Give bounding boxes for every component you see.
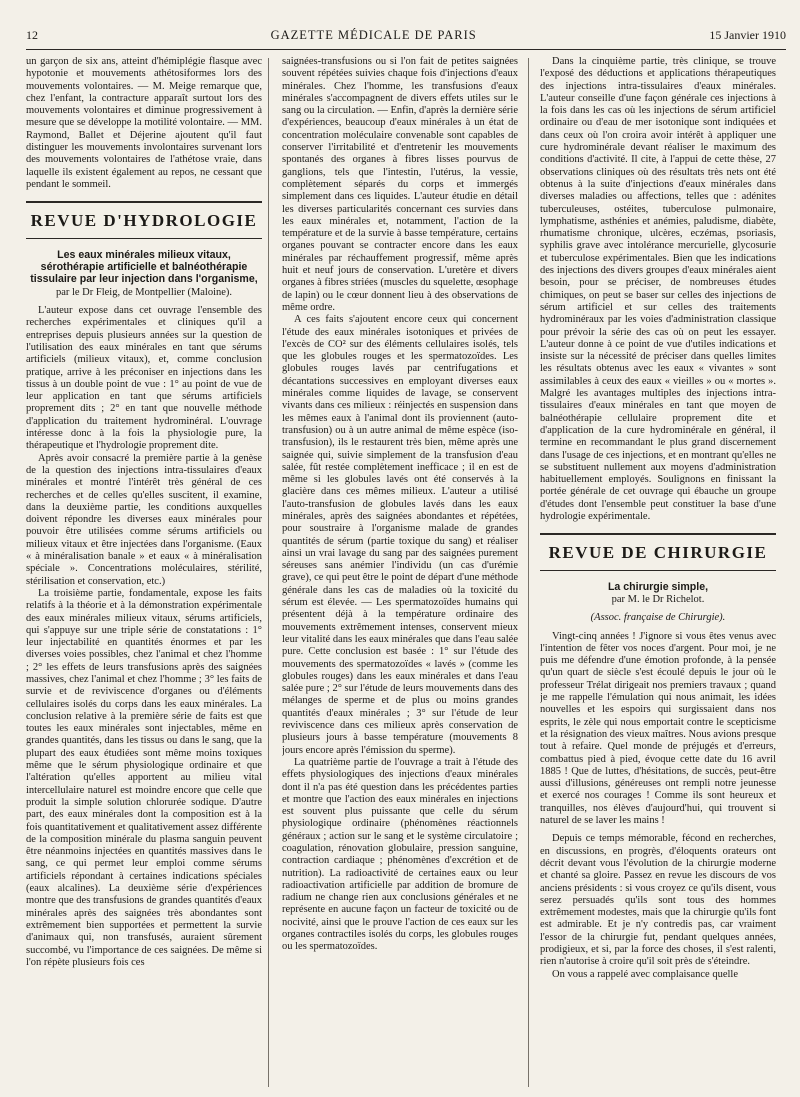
paragraph: Depuis ce temps mémorable, fécond en recherches, en discussions, en progrès, d'éloquents orateurs ont décrit devant vous l'évolution de la chirurgie moderne et chanté sa gloire. Passez en revue les discours de vos anciens présidents : si vous croyez ce qu'ils disent, vous serez persuadés qu'ils sont tous des hommes extrêmement modestes, mais que la chirurgie qu'ils font est admirable. Et je n'y contredis pas, car vraiment l'essor de la chirurgie fut, pendant quelques années, prodigieux, et si, par la force des choses, il s'est ralenti, rien n'autorise à croire qu'il soit près de s'éteindre. [540,833,776,968]
column-divider [268,58,269,1087]
section-header-chirurgie [540,533,776,570]
header-rule [26,49,786,50]
journal-title: GAZETTE MÉDICALE DE PARIS [270,28,477,42]
paragraph: saignées-transfusions ou si l'on fait de petites saignées souvent répétées suivies chaque fois d'injections d'eaux minérales. Chez l'homme, les transfusions d'eaux minérales s'accompagnent de divers effets utiles sur le sang ou la circulation. — Enfin, d'après la dernière série d'expériences, beaucoup d'eaux minérales à un état de concentration moléculaire convenable sont capables de conserver l'irritabilité et d'entretenir les mouvements spontanés des organes à fibres lisses pourvus de ganglions, tels que l'intestin, l'utérus, la vessie, complètement séparés du corps et immergés simplement dans ces liquides. L'auteur étudie en détail les diverses particularités concernant ces survies dans les eaux minérales et, notamment, l'action de la température et de la survie à basse température, certains organes pouvant se contracter encore dans les eaux minérales par réchauffement progressif, même après huit et neuf jours de conservation. L'uretère et divers organes à fibres striées (muscles du squelette, œsophage de lapin) ou le cœur donnent lieu à des observations de même ordre. [282,56,518,313]
paragraph: La quatrième partie de l'ouvrage a trait à l'étude des effets physiologiques des injections d'eaux minérales dont il n'a pas été question dans les précédentes parties et montre que l'action des eaux minérales en injections est souvent plus puissante que celle du sérum physiologique ordinaire (phénomènes réactionnels généraux ; action sur le sang et le système circulatoire ; coagulation, rénovation globulaire, pression sanguine, contraction cardiaque ; phénomènes d'excrétion et de nutrition). La radioactivité de certaines eaux ou leur radioactivation artificielle par addition de bromure de radium ne change rien aux conclusions générales et ne représente en aucune façon un facteur de toxicité ou de nocivité, ainsi que le prouve l'action de ces eaux sur les organes contractiles isolés du corps, les globules rouges ou les spermatozoïdes. [282,756,518,953]
section-header-hydrologie [26,201,262,238]
section-title: REVUE DE CHIRURGIE [548,543,768,563]
article-byline: par M. le Dr Richelot. [611,593,705,605]
column-divider [528,58,529,1087]
section-title: REVUE D'HYDROLOGIE [30,211,258,231]
article-byline: par le Dr Fleig, de Montpellier (Maloine). [55,286,233,298]
column-3 [540,56,776,1086]
running-head [26,28,786,48]
article-heading: La chirurgie simple, [607,580,709,593]
paragraph: A ces faits s'ajoutent encore ceux qui concernent l'étude des eaux minérales isotoniques et privées de l'excès de CO² sur des éléments cellulaires isolés, tels que les globules rouges et les spermatozoïdes. Les globules rouges lavés par centrifugations et décantations successives en employant diverses eaux minérales comme liquides de lavage, se conservent vivants dans ces milieux : réinjectés en suspension dans les mêmes eaux à l'animal dont ils proviennent (auto-transfusion) ou à un autre animal de même espèce (iso-transfusion), ils le restaurent très bien, même après une saignée qui, suivie simplement de la transfusion d'eau salée, fût restée complètement inefficace ; il en est de même si les globules lavés ont été conservés à la glacière dans ces mêmes milieux. L'auteur a utilisé l'auto-transfusion de globules lavés dans les eaux minérales, après des saignées abondantes et répétées, pour soustraire à l'organisme malade de grandes quantités de sérum (partie toxique du sang) et réaliser ainsi un vrai lavage du sang par des saignées purement séreuses sans anémier l'individu (un cas d'urémie grave), ce qui peut être le point de départ d'une méthode générale dans les cas de maladies où la toxicité du sérum est élevée. — Les spermatozoïdes humains qui présentent déjà à la température ordinaire des mouvements extrêmement intenses, conservent mieux leur vitalité dans les eaux minérales que dans l'eau salée pure. Cette conclusion est basée : 1° sur l'étude des mouvements des spermatozoïdes « lavés » (comme les globules rouges) dans les eaux minérales et dans l'eau salée pure ; 2° sur l'étude de leurs mouvements dans des mélanges de sperme et de plus ou moins grandes quantités d'eaux minérales ; 3° sur l'étude de leur reviviscence dans ces milieux après conservation de plusieurs jours à basse température (mouvements 8 jours encore après l'émission du sperme). [282,314,518,756]
paragraph: Dans la cinquième partie, très clinique, se trouve l'exposé des déductions et applications thérapeutiques des injections intra-tissulaires d'eaux minérales. L'auteur conseille d'une façon générale ces injections à la fois dans les cas où les injections de sérum artificiel ordinaire ou d'eau de mer isotonique sont indiquées et dans ceux où l'on croira avoir intérêt à appliquer une cure hydrominérale devant réaliser le maximum des conditions d'activité. Il cite, à l'appui de cette thèse, 27 observations cliniques où des résultats très nets ont été obtenus à la suite d'injections d'eaux minérales dans diverses maladies ou affections, telles que : adénites tuberculeuses, ostéites, tuberculose pulmonaire, lymphatisme, asthénies et anémies, paludisme, diabète, rhumatisme chronique, ulcères, eczémas, psoriasis, syphilis grave avec intolérance mercurielle, glycosurie et tuberculose expérimentales. Bien que les indications des injections des divers groupes d'eaux minérales aient besoin, pour se préciser, de nombreuses études chimiques, on peut se baser sur celles des injections de sérum artificiel et sur celles des traitements hydrominéraux par les voies d'administration classique pour prévoir la série des cas où on peut les essayer. L'auteur donne à ce point de vue d'utiles indications et insiste sur la nécessité de préciser dans quelles limites les résultats obtenus avec les eaux « vivantes » sont assimilables à ceux des eaux « vieilles » ou « mortes ». Malgré les avantages multiples des injections intra-tissulaires d'eaux minérales en tant que moyen de balnéothérapie cellulaire proprement dite et d'application de la cure hydrominérale en général, il termine en recommandant le plus grand discernement dans l'usage de ces injections, et en montrant qu'elles ne se substituent nullement aux moyens d'administration habituellement employés. Soulignons en finissant la portée générale de cet ouvrage qui ébauche un groupe d'études dont l'ensemble peut constituer la base d'une hydrologie expérimentale. [540,56,776,522]
column-1 [26,56,262,1086]
paragraph: La troisième partie, fondamentale, expose les faits relatifs à la théorie et à la démonstration expérimentale des eaux minérales milieux vitaux, sérums artificiels, qui s'appuye sur une triple série de constatations : 1° leur injectabilité en quantités énormes et par les diverses voies possibles, chez l'animal et chez l'homme ; 2° les effets de leurs transfusions après des saignées massives, chez l'animal et chez l'homme ; 3° les faits de survie et de reviviscence d'organes ou d'éléments cellulaires isolés du corps dans les eaux minérales. La conclusion relative à la première série de faits est que toutes les eaux minérales sont injectables, même en grandes quantités, dans les tissus ou dans le sang, que la plupart des eaux étudiées sont même moins toxiques même que le sérum physiologique ordinaire et que l'altération qu'elles apportent au milieu vital intercellulaire naturel est moindre encore que celle que produit la simple solution chlorurée sodique. D'autre part, des eaux minérales dont la composition est à la fois quantitativement et qualitativement assez différente de la composition minérale du plasma sanguin peuvent être néanmoins injectées en quantités massives dans le sang, ce qui permet leur emploi comme sérums artificiels répondant à certaines indications spéciales (eaux alcalines). La deuxième série d'expériences montre que des transfusions de grandes quantités d'eaux minérales après des saignées très abondantes sont extrêmement bien supportées et permettent la survie d'animaux qui, non transfusés, auraient sûrement succombé, vu l'importance de ces saignées. De même si l'on répète plusieurs fois ces [26,587,262,968]
page-number: 12 [26,28,38,42]
paragraph: Après avoir consacré la première partie à la genèse de la question des injections intra-tissulaires d'eaux minérales et montré l'intérêt très général de ces recherches et de celles qu'elles suscitent, il examine, dans la deuxième partie, les conditions auxquelles doivent répondre les diverses eaux minérales pour pouvoir être utilisées comme sérums artificiels ou milieux vitaux et être injectées dans l'organisme. (Eaux « à minéralisation banale » et eaux « à minéralisation spéciale ». Concentrations moléculaires, stérilité, stérilisation et conservation, etc.) [26,452,262,587]
paragraph: Vingt-cinq années ! J'ignore si vous êtes venus avec l'intention de fêter vos noces d'argent. Pour moi, je ne puis me défendre d'une émotion profonde, à la pensée qu'un quart de siècle s'est écoulé depuis le jour où le professeur Trélat dirigeait nos premiers travaux ; quand je me rappelle l'émulation qui nous animait, les idées nouvelles et les espoirs qui surgissaient dans nos esprits, le zèle qui nous emportait contre le scepticisme et la résignation des vieux maîtres. Nous avions presque tout à refaire. Quel monde de préjugés et d'erreurs, combattus pied à pied, évoque cette date du 16 avril 1885 ! Que de luttes, d'hésitations, de succès, peut-être aussi d'illusions, généreuses ont rempli notre jeunesse et exercé nos courages ! Comme ils sont heureux et tranquilles, nos élèves d'aujourd'hui, qui trouvent si naturel de se laver les mains ! [540,630,776,827]
column-2 [282,56,518,1086]
continuation-paragraph: un garçon de six ans, atteint d'hémiplégie flasque avec hypotonie et mouvements athétosiformes lors des mouvements volontaires. — M. Meige remarque que, chez l'enfant, la contracture apparaît surtout lors des mouvements volontaires et diminue progressivement à mesure que se développe la motilité volontaire. — MM. Raymond, Ballet et Déjerine ajoutent qu'il faut distinguer les mouvements involontaires survenant lors des mouvements volontaires de l'athétose vraie, dans laquelle ils existent également au repos, ne cessant que pendant le sommeil. [26,56,262,190]
article-heading: Les eaux minérales milieux vitaux, sérothérapie artificielle et balnéothérapie tissulaire par leur injection dans l'organisme, [30,248,258,286]
paragraph: On vous a rappelé avec complaisance quelle [552,968,739,980]
issue-date: 15 Janvier 1910 [709,28,786,42]
paragraph: L'auteur expose dans cet ouvrage l'ensemble des recherches expérimentales et cliniques qu'il a entreprises depuis plusieurs années sur la question de l'utilisation des eaux minérales en tant que sérums artificiels (milieux vitaux), et, comme conclusion pratique, arrive à les préconiser en injections dans les tissus à un double point de vue : 1° au point de vue de leur application en tant que sérums artificiels proprement dits ; 2° en tant que nouvelle méthode d'application du traitement hydrominéral. L'ouvrage intéresse donc à la fois la physiologie pure, la thérapeutique et l'hydrologie proprement dite. [26,305,262,452]
article-source: (Assoc. française de Chirurgie). [590,612,726,624]
